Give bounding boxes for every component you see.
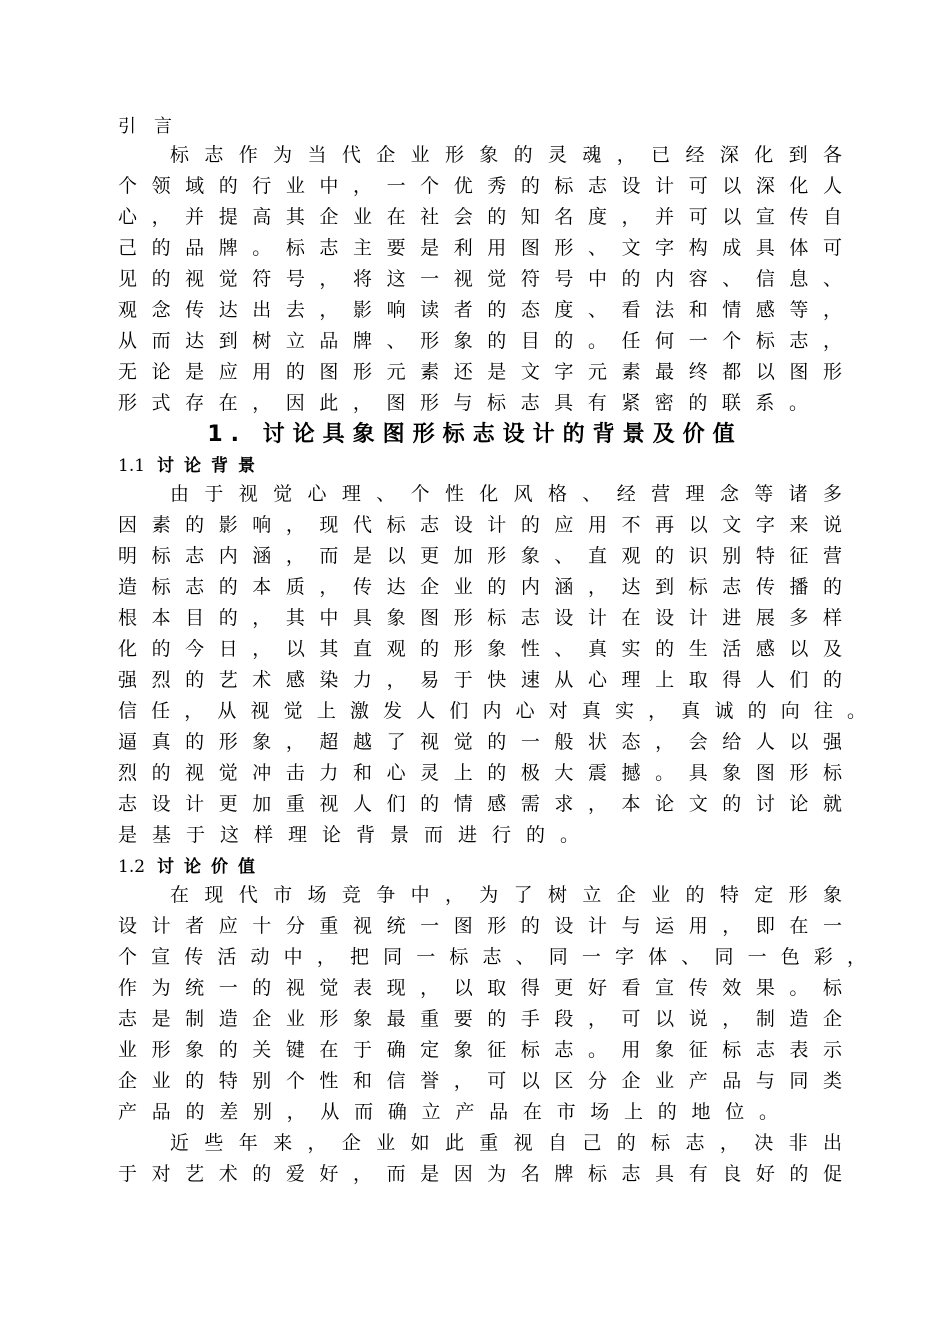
- intro-paragraph-line: 己的品牌。标志主要是利用图形、文字构成具体可: [118, 237, 842, 259]
- section-1-2-line: 企业的特别个性和信誉，可以区分企业产品与同类: [118, 1070, 842, 1092]
- chapter-heading: 1. 讨论具象图形标志设计的背景及价值: [207, 422, 743, 447]
- section-1-2-line: 个宣传活动中，把同一标志、同一字体、同一色彩，: [118, 946, 866, 968]
- intro-paragraph-line: 见的视觉符号，将这一视觉符号中的内容、信息、: [118, 268, 842, 290]
- section-1-1-line: 强烈的艺术感染力，易于快速从心理上取得人们的: [118, 669, 842, 691]
- section-number: 1.2: [118, 857, 146, 877]
- intro-paragraph-line: 标志作为当代企业形象的灵魂，已经深化到各: [170, 144, 842, 166]
- section-1-2-line: 作为统一的视觉表现，以取得更好看宣传效果。标: [118, 977, 842, 999]
- intro-paragraph-line: 个领域的行业中，一个优秀的标志设计可以深化人: [118, 175, 842, 197]
- section-1-1-line: 明标志内涵，而是以更加形象、直观的识别特征营: [118, 545, 842, 567]
- section-1-2-line: 设计者应十分重视统一图形的设计与运用，即在一: [118, 915, 842, 937]
- section-1-2-line: 产品的差别，从而确立产品在市场上的地位。: [118, 1101, 778, 1123]
- section-title: 讨论价值: [157, 857, 266, 877]
- section-1-1-line: 根本目的，其中具象图形标志设计在设计进展多样: [118, 607, 842, 629]
- intro-paragraph-line: 形式存在，因此，图形与标志具有紧密的联系。: [118, 392, 808, 414]
- intro-paragraph-line: 从而达到树立品牌、形象的目的。任何一个标志，: [118, 330, 842, 352]
- intro-heading: 引言: [118, 116, 190, 137]
- intro-paragraph-line: 无论是应用的图形元素还是文字元素最终都以图形: [118, 361, 842, 383]
- section-1-2-line: 志是制造企业形象最重要的手段，可以说，制造企: [118, 1008, 842, 1030]
- section-1-1-line: 是基于这样理论背景而进行的。: [118, 824, 595, 846]
- section-heading-1-1: [118, 452, 265, 480]
- section-heading-1-2: [118, 853, 265, 881]
- section-1-1-line: 信任，从视觉上激发人们内心对真实，真诚的向往。: [118, 700, 866, 722]
- section-1-2-line: 业形象的关键在于确定象征标志。用象征标志表示: [118, 1039, 842, 1061]
- intro-paragraph-line: 心，并提高其企业在社会的知名度，并可以宣传自: [118, 206, 842, 228]
- section-1-1-line: 化的今日，以其直观的形象性、真实的生活感以及: [118, 638, 842, 660]
- intro-paragraph-line: 观念传达出去，影响读者的态度、看法和情感等，: [118, 299, 842, 321]
- section-1-1-line: 志设计更加重视人们的情感需求，本论文的讨论就: [118, 793, 842, 815]
- section-1-2-line: 在现代市场竞争中，为了树立企业的特定形象: [170, 884, 842, 906]
- section-1-1-line: 因素的影响，现代标志设计的应用不再以文字来说: [118, 514, 842, 536]
- section-1-1-line: 由于视觉心理、个性化风格、经营理念等诸多: [170, 483, 842, 505]
- section-1-1-line: 逼真的形象，超越了视觉的一般状态，会给人以强: [118, 731, 842, 753]
- section-1-2-line: 于对艺术的爱好，而是因为名牌标志具有良好的促: [118, 1163, 842, 1185]
- section-number: 1.1: [118, 456, 146, 476]
- section-1-1-line: 造标志的本质，传达企业的内涵，达到标志传播的: [118, 576, 842, 598]
- section-title: 讨论背景: [157, 456, 266, 476]
- section-1-1-line: 烈的视觉冲击力和心灵上的极大震撼。具象图形标: [118, 762, 842, 784]
- section-1-2-line: 近些年来，企业如此重视自己的标志，决非出: [170, 1132, 842, 1154]
